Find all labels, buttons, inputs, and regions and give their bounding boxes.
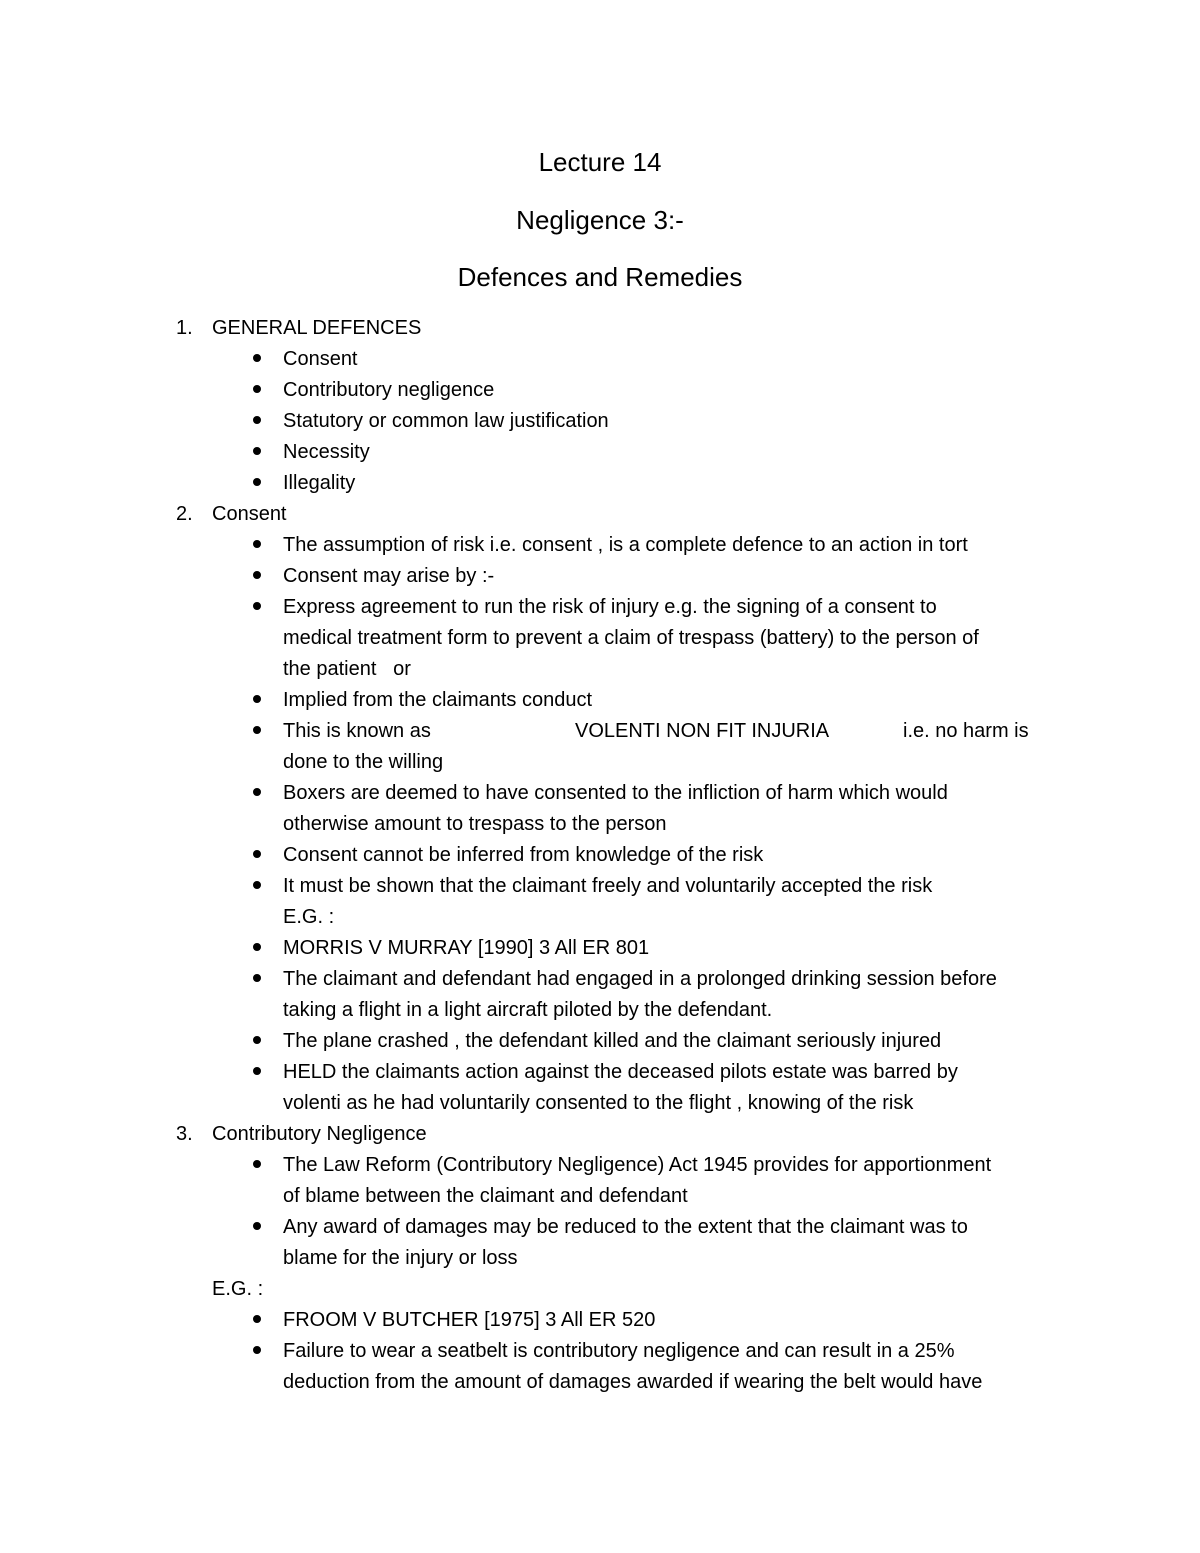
bullet-text: taking a flight in a light aircraft piloted by the defendant. xyxy=(283,999,773,1021)
bullet-icon xyxy=(252,437,264,467)
bullet-text: It must be shown that the claimant freely and voluntarily accepted the risk xyxy=(283,875,933,897)
bullet-text: Necessity xyxy=(283,441,370,463)
lecture-subtitle: Negligence 3:- xyxy=(516,205,684,235)
case-citation: MORRIS V MURRAY [1990] 3 All ER 801 xyxy=(283,937,650,959)
bullet-icon xyxy=(252,530,264,560)
bullet-text: Boxers are deemed to have consented to the infliction of harm which would xyxy=(283,782,948,804)
bullet-text: the patient or xyxy=(283,658,411,680)
lecture-topic: Defences and Remedies xyxy=(457,262,743,292)
bullet-text: HELD the claimants action against the deceased pilots estate was barred by xyxy=(283,1061,958,1083)
bullet-icon xyxy=(252,1336,264,1366)
bullet-text: volenti as he had voluntarily consented to the flight , knowing of the risk xyxy=(283,1092,914,1114)
bullet-icon xyxy=(252,1057,264,1087)
bullet-icon xyxy=(252,561,264,591)
section-3-number: 3. xyxy=(176,1123,193,1145)
bullet-icon xyxy=(252,1212,264,1242)
bullet-icon xyxy=(252,1150,264,1180)
bullet-text: done to the willing xyxy=(283,751,444,773)
bullet-icon xyxy=(252,1026,264,1056)
bullet-text: of blame between the claimant and defendant xyxy=(283,1185,688,1207)
bullet-text: The claimant and defendant had engaged in a prolonged drinking session before xyxy=(283,968,997,990)
bullet-text: Consent xyxy=(283,348,358,370)
example-label: E.G. : xyxy=(283,906,335,928)
case-citation: FROOM V BUTCHER [1975] 3 All ER 520 xyxy=(283,1309,656,1331)
bullet-text: Consent may arise by :- xyxy=(283,565,495,587)
bullet-text: i.e. no harm is xyxy=(903,720,1029,742)
example-label: E.G. : xyxy=(212,1278,264,1300)
bullet-icon xyxy=(252,871,264,901)
bullet-icon xyxy=(252,778,264,808)
section-3-heading: Contributory Negligence xyxy=(212,1123,427,1145)
bullet-icon xyxy=(252,964,264,994)
bullet-icon xyxy=(252,406,264,436)
bullet-text: Contributory negligence xyxy=(283,379,495,401)
section-2-number: 2. xyxy=(176,503,193,525)
bullet-text: Illegality xyxy=(283,472,356,494)
bullet-text: medical treatment form to prevent a claim of trespass (battery) to the person of xyxy=(283,627,979,649)
section-2-heading: Consent xyxy=(212,503,287,525)
bullet-text: The assumption of risk i.e. consent , is a complete defence to an action in tort xyxy=(283,534,968,556)
bullet-icon xyxy=(252,375,264,405)
bullet-text: Failure to wear a seatbelt is contributory negligence and can result in a 25% xyxy=(283,1340,955,1362)
bullet-icon xyxy=(252,344,264,374)
section-1-number: 1. xyxy=(176,317,193,339)
bullet-text: The Law Reform (Contributory Negligence) Act 1945 provides for apportionment xyxy=(283,1154,992,1176)
bullet-text: This is known as xyxy=(283,720,431,742)
bullet-icon xyxy=(252,468,264,498)
volenti-term: VOLENTI NON FIT INJURIA xyxy=(575,720,830,742)
lecture-title: Lecture 14 xyxy=(538,147,662,177)
bullet-text: blame for the injury or loss xyxy=(283,1247,518,1269)
bullet-text: Express agreement to run the risk of injury e.g. the signing of a consent to xyxy=(283,596,937,618)
bullet-text: Consent cannot be inferred from knowledge of the risk xyxy=(283,844,764,866)
bullet-icon xyxy=(252,840,264,870)
bullet-text: Implied from the claimants conduct xyxy=(283,689,593,711)
bullet-icon xyxy=(252,685,264,715)
bullet-icon xyxy=(252,592,264,622)
bullet-text: deduction from the amount of damages awarded if wearing the belt would have xyxy=(283,1371,983,1393)
bullet-text: Statutory or common law justification xyxy=(283,410,609,432)
bullet-text: otherwise amount to trespass to the person xyxy=(283,813,667,835)
section-1-heading: GENERAL DEFENCES xyxy=(212,317,422,339)
bullet-icon xyxy=(252,1305,264,1335)
bullet-text: Any award of damages may be reduced to the extent that the claimant was to xyxy=(283,1216,968,1238)
bullet-icon xyxy=(252,716,264,746)
bullet-icon xyxy=(252,933,264,963)
bullet-text: The plane crashed , the defendant killed and the claimant seriously injured xyxy=(283,1030,942,1052)
